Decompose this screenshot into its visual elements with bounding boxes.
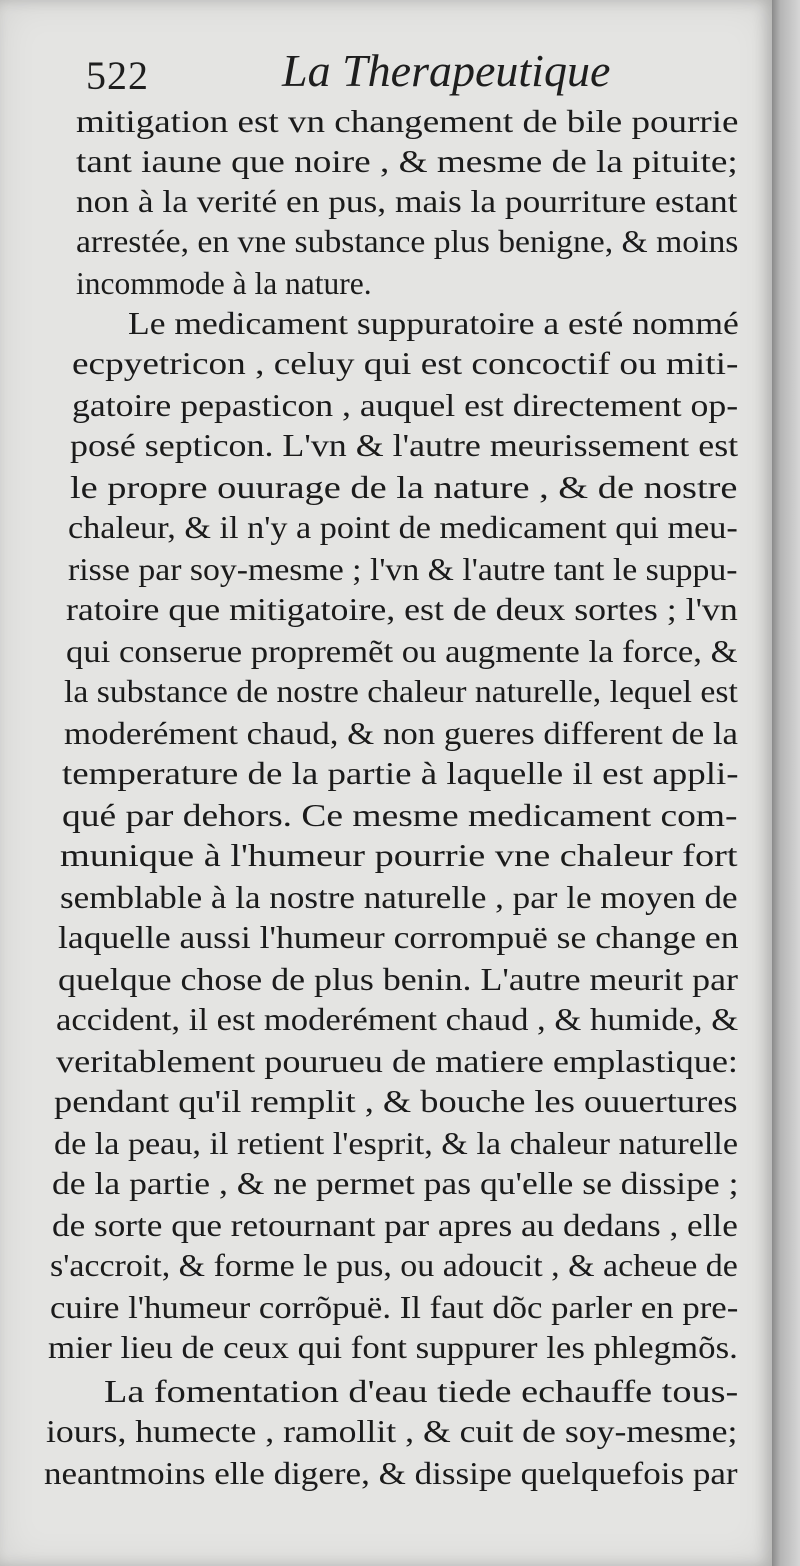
text-line: temperature de la partie à laquelle il est appli- <box>62 756 739 791</box>
text-line: cuire l'humeur corrõpuë. Il faut dõc parler en pre- <box>50 1290 739 1325</box>
text-line: le propre ouurage de la nature , & de nostre <box>70 470 738 505</box>
text-line: Le medicament suppuratoire a esté nommé <box>128 306 739 341</box>
text-line: qui conserue propremẽt ou augmente la force, & <box>66 634 738 669</box>
text-line: semblable à la nostre naturelle , par le moyen de <box>60 880 738 915</box>
text-line: incommode à la nature. <box>76 266 372 301</box>
text-line: mier lieu de ceux qui font suppurer les phlegmõs. <box>48 1330 738 1365</box>
text-line: quelque chose de plus benin. L'autre meurit par <box>58 962 738 997</box>
text-line: arrestée, en vne substance plus benigne, & moins <box>76 224 739 259</box>
text-line: laquelle aussi l'humeur corrompuë se change en <box>58 920 739 955</box>
text-line: tant iaune que noire , & mesme de la pituite; <box>76 144 738 179</box>
text-line: risse par soy-mesme ; l'vn & l'autre tant le suppu- <box>68 552 738 587</box>
text-line: mitigation est vn changement de bile pourrie <box>76 104 739 139</box>
text-line: non à la verité en pus, mais la pourriture estant <box>76 184 738 219</box>
page-number: 522 <box>86 53 149 98</box>
text-line: de sorte que retournant par apres au dedans , elle <box>52 1208 738 1243</box>
text-line: moderément chaud, & non gueres different de la <box>64 716 738 751</box>
book-binding-edge <box>772 0 800 1566</box>
text-line: la substance de nostre chaleur naturelle, lequel est <box>64 674 738 709</box>
text-line: qué par dehors. Ce mesme medicament com- <box>62 798 738 833</box>
text-line: neantmoins elle digere, & dissipe quelquefois par <box>44 1456 738 1491</box>
running-title: La Therapeutique <box>282 45 611 96</box>
text-line: posé septicon. L'vn & l'autre meurissement est <box>70 428 739 463</box>
page-header <box>86 44 726 104</box>
text-line: veritablement pourueu de matiere emplastique: <box>56 1044 738 1079</box>
text-line: de la peau, il retient l'esprit, & la chaleur naturelle <box>54 1126 739 1161</box>
text-line: gatoire pepasticon , auquel est directement op- <box>72 388 739 423</box>
text-line: s'accroit, & forme le pus, ou adoucit , & acheue de <box>50 1248 738 1283</box>
text-line: ratoire que mitigatoire, est de deux sortes ; l'vn <box>66 592 738 627</box>
text-line: chaleur, & il n'y a point de medicament qui meu- <box>68 510 738 545</box>
text-line: La fomentation d'eau tiede echauffe tous- <box>104 1374 739 1409</box>
text-line: munique à l'humeur pourrie vne chaleur fort <box>60 838 738 873</box>
text-line: ecpyetricon , celuy qui est concoctif ou miti- <box>72 346 739 381</box>
text-line: iours, humecte , ramollit , & cuit de soy-mesme; <box>46 1414 738 1449</box>
text-line: accident, il est moderément chaud , & humide, & <box>56 1002 739 1037</box>
text-line: pendant qu'il remplit , & bouche les ouuertures <box>54 1084 738 1119</box>
text-line: de la partie , & ne permet pas qu'elle se dissipe ; <box>52 1166 739 1201</box>
